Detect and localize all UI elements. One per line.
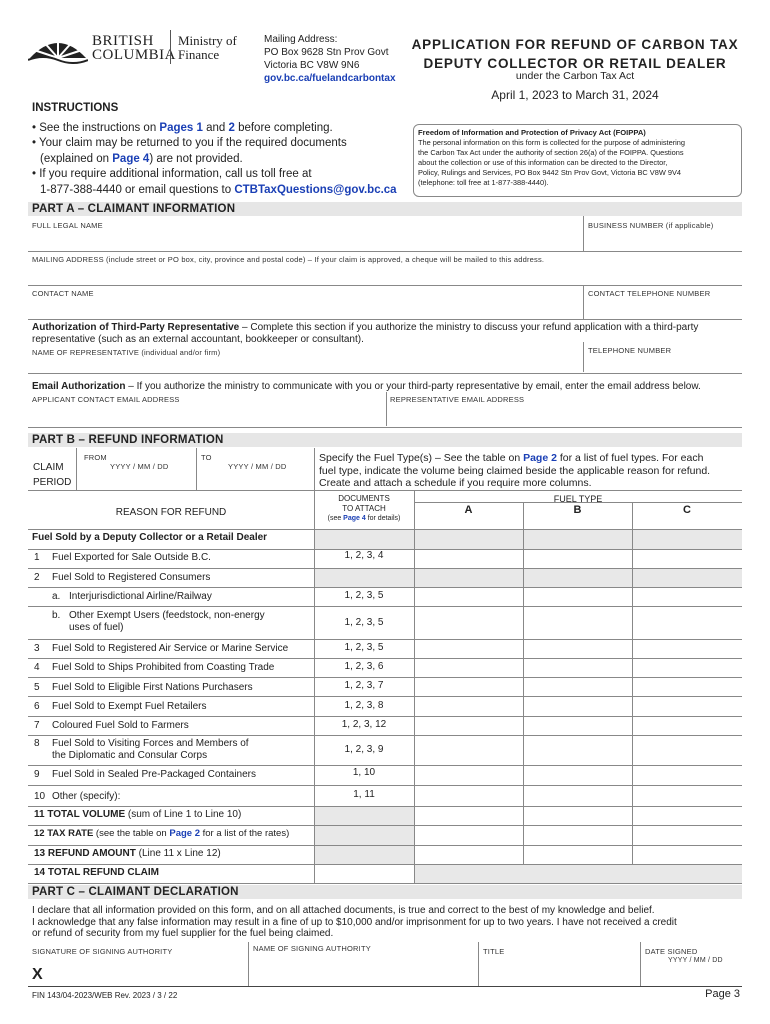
form-title: APPLICATION FOR REFUND OF CARBON TAX DEPUTY COLLECTOR OR RETAIL DEALER bbox=[411, 37, 739, 71]
declaration-text: I declare that all information provided on this form, and on all attached documents, is true and correct to the best of my knowledge and belief. I acknowledge that any false information may result in a fine of up to $10,000 and/or imprisonment for up to two years. I have not received a credit or refund of security from my fuel supplier for the fuel being claimed. bbox=[32, 905, 677, 939]
table-row: 5 Fuel Sold to Eligible First Nations Purchasers bbox=[34, 682, 253, 693]
claim-year: April 1, 2023 to March 31, 2024 bbox=[491, 88, 659, 102]
table-row: b. Other Exempt Users (feedstock, non-energy uses of fuel) bbox=[52, 610, 265, 633]
fuel-column-b: B bbox=[573, 504, 582, 516]
total-refund-input[interactable] bbox=[314, 865, 414, 882]
fuel-type-header: FUEL TYPE bbox=[553, 494, 603, 504]
email-link[interactable]: CTBTaxQuestions@gov.bc.ca bbox=[234, 183, 397, 196]
contact-name-input[interactable] bbox=[28, 298, 582, 318]
refund-amount-row: 13 REFUND AMOUNT (Line 11 x Line 12) bbox=[34, 848, 221, 859]
sun-logo-icon bbox=[28, 28, 88, 64]
website-link[interactable]: gov.bc.ca/fuelandcarbontax bbox=[264, 73, 396, 84]
tax-rate-row: 12 TAX RATE (see the table on Page 2 for a list of the rates) bbox=[34, 828, 290, 839]
table-row: 3 Fuel Sold to Registered Air Service or Marine Service bbox=[34, 643, 289, 654]
table-row: 9 Fuel Sold in Sealed Pre-Packaged Containers bbox=[34, 769, 257, 780]
table-row: 7 Coloured Fuel Sold to Farmers bbox=[34, 720, 189, 731]
representative-phone-input[interactable] bbox=[584, 355, 742, 372]
business-number-input[interactable] bbox=[584, 230, 742, 250]
table-row: 6 Fuel Sold to Exempt Fuel Retailers bbox=[34, 701, 207, 712]
contact-phone-input[interactable] bbox=[584, 298, 742, 318]
ministry-name: Ministry of Finance bbox=[178, 33, 237, 62]
table-row: a. Interjurisdictional Airline/Railway bbox=[52, 591, 212, 602]
bc-logo bbox=[28, 28, 88, 64]
total-refund-row: 14 TOTAL REFUND CLAIM bbox=[34, 867, 160, 878]
claim-period-label: CLAIM PERIOD bbox=[33, 462, 72, 488]
section-title: Fuel Sold by a Deputy Collector or a Retail Dealer bbox=[32, 532, 268, 543]
mailing-address-input[interactable] bbox=[28, 264, 742, 284]
form-subtitle: under the Carbon Tax Act bbox=[515, 70, 635, 82]
table-row: 4 Fuel Sold to Ships Prohibited from Coasting Trade bbox=[34, 662, 275, 673]
signature-x-mark: X bbox=[32, 966, 43, 983]
table-row: 10 Other (specify): bbox=[34, 791, 121, 802]
reason-header: REASON FOR REFUND bbox=[115, 507, 227, 518]
documents-header: DOCUMENTS TO ATTACH (see Page 4 for details) bbox=[327, 494, 401, 522]
table-row: 8 Fuel Sold to Visiting Forces and Members of the Diplomatic and Consular Corps bbox=[34, 738, 249, 761]
signing-name-input[interactable] bbox=[250, 956, 476, 984]
total-volume-row: 11 TOTAL VOLUME (sum of Line 1 to Line 10) bbox=[34, 809, 242, 820]
mailing-address: Mailing Address: PO Box 9628 Stn Prov Govt Victoria BC V8W 9N6 gov.bc.ca/fuelandcarbontax bbox=[264, 34, 396, 84]
foippa-notice: Freedom of Information and Protection of Privacy Act (FOIPPA) The personal information on this form is collected for the purpose of administering the Carbon Tax Act under the authority of section 26(a) of the FOIPPA. Questions about the collection or use of this information can be directed to the Director, Policy, Rulings and Services, PO Box 9442 Stn Prov Govt, Victoria BC V8W 9V4 (telephone: toll free at 1-877-388-4440). bbox=[413, 124, 742, 197]
representative-email-input[interactable] bbox=[387, 405, 742, 425]
fuel-column-c: C bbox=[683, 504, 691, 516]
other-specify-input[interactable] bbox=[125, 788, 310, 804]
org-name: BRITISH COLUMBIA bbox=[92, 33, 177, 63]
part-a-heading: PART A – CLAIMANT INFORMATION bbox=[28, 202, 742, 216]
part-c-heading: PART C – CLAIMANT DECLARATION bbox=[28, 885, 742, 899]
email-authorization: Email Authorization – If you authorize the ministry to communicate with you or your third-party representative by email, enter the email address below. bbox=[32, 381, 701, 392]
date-signed-input[interactable] bbox=[642, 966, 742, 984]
title-input[interactable] bbox=[480, 958, 638, 984]
fuel-type-instructions: Specify the Fuel Type(s) – See the table on Page 2 for a list of fuel types. For each fuel type, indicate the volume being claimed beside the applicable reason for refund. Create and attach a schedule if you require more columns. bbox=[319, 452, 711, 489]
table-row: 1 Fuel Exported for Sale Outside B.C. bbox=[34, 552, 211, 563]
instructions: INSTRUCTIONS • See the instructions on Pages 1 and 2 before completing. • Your claim may be returned to you if the required documents (explained on Page 4) are not provided. • If you require additional information, call us toll free at 1-877-388-4440 or email questions to CTBTaxQuestions@gov.bc.ca bbox=[32, 102, 397, 196]
signature-input[interactable] bbox=[48, 960, 246, 984]
third-party-authorization: Authorization of Third-Party Representative – Complete this section if you authorize the ministry to discuss your refund application with a third-party representative (such as an external accountant, bookkeeper or consultant). bbox=[32, 322, 699, 345]
claim-from-date-input[interactable] bbox=[78, 470, 195, 488]
applicant-email-input[interactable] bbox=[28, 405, 385, 425]
page-number: Page 3 bbox=[705, 988, 740, 1000]
claim-to-date-input[interactable] bbox=[198, 470, 313, 488]
full-name-input[interactable] bbox=[28, 230, 582, 250]
representative-name-input[interactable] bbox=[28, 357, 582, 372]
part-b-heading: PART B – REFUND INFORMATION bbox=[28, 433, 742, 447]
form-id: FIN 143/04-2023/WEB Rev. 2023 / 3 / 22 bbox=[32, 991, 178, 1000]
fuel-column-a: A bbox=[464, 504, 473, 516]
table-row: 2 Fuel Sold to Registered Consumers bbox=[34, 572, 211, 583]
